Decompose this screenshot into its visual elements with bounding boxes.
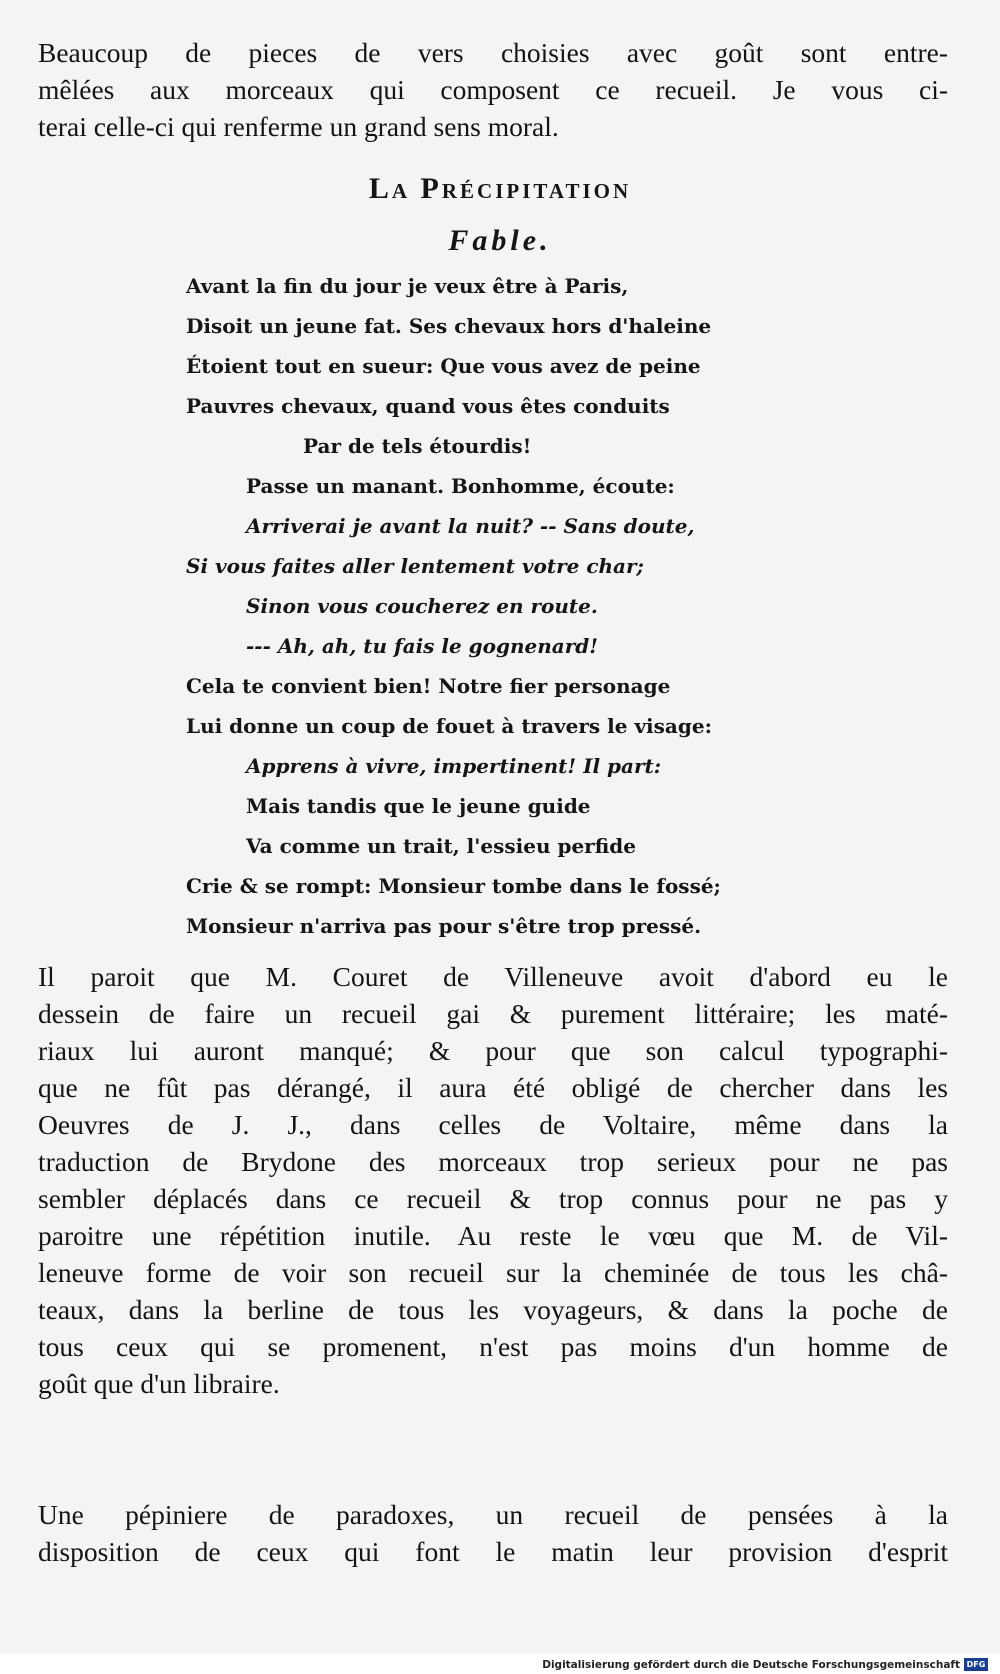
intro-line: mêlées aux morceaux qui composent ce recueil. Je vous ci- [38, 74, 948, 105]
body-line: tous ceux qui se promenent, n'est pas moins d'un homme de [38, 1331, 948, 1362]
body-line: paroitre une répétition inutile. Au reste le vœu que M. de Vil- [38, 1220, 948, 1251]
closing-paragraph [38, 1496, 948, 1570]
body-line: goût que d'un libraire. [38, 1368, 280, 1399]
verse-line: Passe un manant. Bonhomme, écoute: [246, 474, 675, 498]
verse-line: Mais tandis que le jeune guide [246, 794, 591, 818]
verse-line: Va comme un trait, l'essieu perfide [246, 834, 636, 858]
commentary-paragraph [38, 958, 948, 1402]
verse-line: Étoient tout en sueur: Que vous avez de peine [186, 354, 701, 378]
verse-line: Arriverai je avant la nuit? -- Sans doute, [246, 514, 695, 538]
body-line: traduction de Brydone des morceaux trop serieux pour ne pas [38, 1146, 948, 1177]
verse-line: Pauvres chevaux, quand vous êtes conduits [186, 394, 670, 418]
intro-line: terai celle-ci qui renferme un grand sens moral. [38, 111, 559, 142]
closing-line: Une pépiniere de paradoxes, un recueil de pensées à la [38, 1499, 948, 1530]
verse-line: Apprens à vivre, impertinent! Il part: [246, 754, 662, 778]
digitization-footer [0, 1654, 1000, 1674]
verse-line: Avant la fin du jour je veux être à Paris, [186, 274, 629, 298]
verse-line: Monsieur n'arriva pas pour s'être trop pressé. [186, 914, 702, 938]
intro-line: Beaucoup de pieces de vers choisies avec goût sont entre- [38, 37, 948, 68]
body-line: que ne fût pas dérangé, il aura été obligé de chercher dans les [38, 1072, 948, 1103]
body-line: teaux, dans la berline de tous les voyageurs, & dans la poche de [38, 1294, 948, 1325]
verse-line: Par de tels étourdis! [303, 434, 532, 458]
verse-line: Cela te convient bien! Notre fier personage [186, 674, 671, 698]
body-line: Oeuvres de J. J., dans celles de Voltaire, même dans la [38, 1109, 948, 1140]
intro-paragraph [38, 34, 948, 145]
verse-line: Si vous faites aller lentement votre char; [186, 554, 644, 578]
closing-line: disposition de ceux qui font le matin leur provision d'esprit [38, 1536, 948, 1567]
verse-line: --- Ah, ah, tu fais le gognenard! [246, 634, 599, 658]
verse-line: Sinon vous coucherez en route. [246, 594, 598, 618]
verse-line: Disoit un jeune fat. Ses chevaux hors d'haleine [186, 314, 712, 338]
body-line: riaux lui auront manqué; & pour que son calcul typographi- [38, 1035, 948, 1066]
verse-line: Lui donne un coup de fouet à travers le visage: [186, 714, 712, 738]
dfg-logo: DFG [964, 1658, 988, 1671]
fable-title: La Précipitation [368, 172, 632, 205]
body-line: leneuve forme de voir son recueil sur la cheminée de tous les châ- [38, 1257, 948, 1288]
verse-line: Crie & se rompt: Monsieur tombe dans le fossé; [186, 874, 721, 898]
fable-subtitle: Fable. [448, 224, 552, 257]
body-line: dessein de faire un recueil gai & purement littéraire; les maté- [38, 998, 948, 1029]
body-line: Il paroit que M. Couret de Villeneuve avoit d'abord eu le [38, 961, 948, 992]
funding-credit: Digitalisierung gefördert durch die Deutsche Forschungsgemeinschaft [542, 1659, 960, 1671]
body-line: sembler déplacés dans ce recueil & trop connus pour ne pas y [38, 1183, 948, 1214]
